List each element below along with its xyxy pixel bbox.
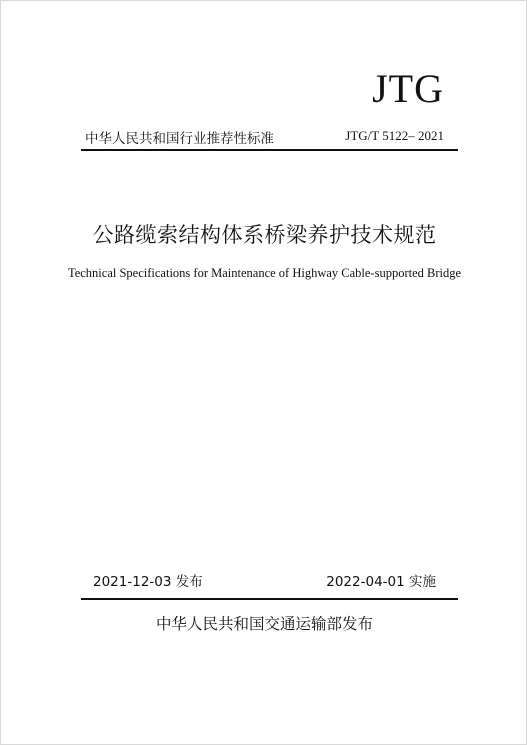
issue-date: 2021-12-03 发布 xyxy=(93,574,203,590)
header-divider xyxy=(81,149,458,151)
title-english: Technical Specifications for Maintenance of Highway Cable-supported Bridge xyxy=(67,266,462,280)
standard-category: 中华人民共和国行业推荐性标准 xyxy=(85,131,274,147)
standard-logo: JTG xyxy=(372,66,444,111)
title-chinese: 公路缆索结构体系桥梁养护技术规范 xyxy=(92,223,437,247)
publisher: 中华人民共和国交通运输部发布 xyxy=(155,615,373,633)
footer-divider xyxy=(81,598,458,600)
standard-code: JTG/T 5122– 2021 xyxy=(345,128,444,143)
implementation-date: 2022-04-01 实施 xyxy=(326,574,436,590)
